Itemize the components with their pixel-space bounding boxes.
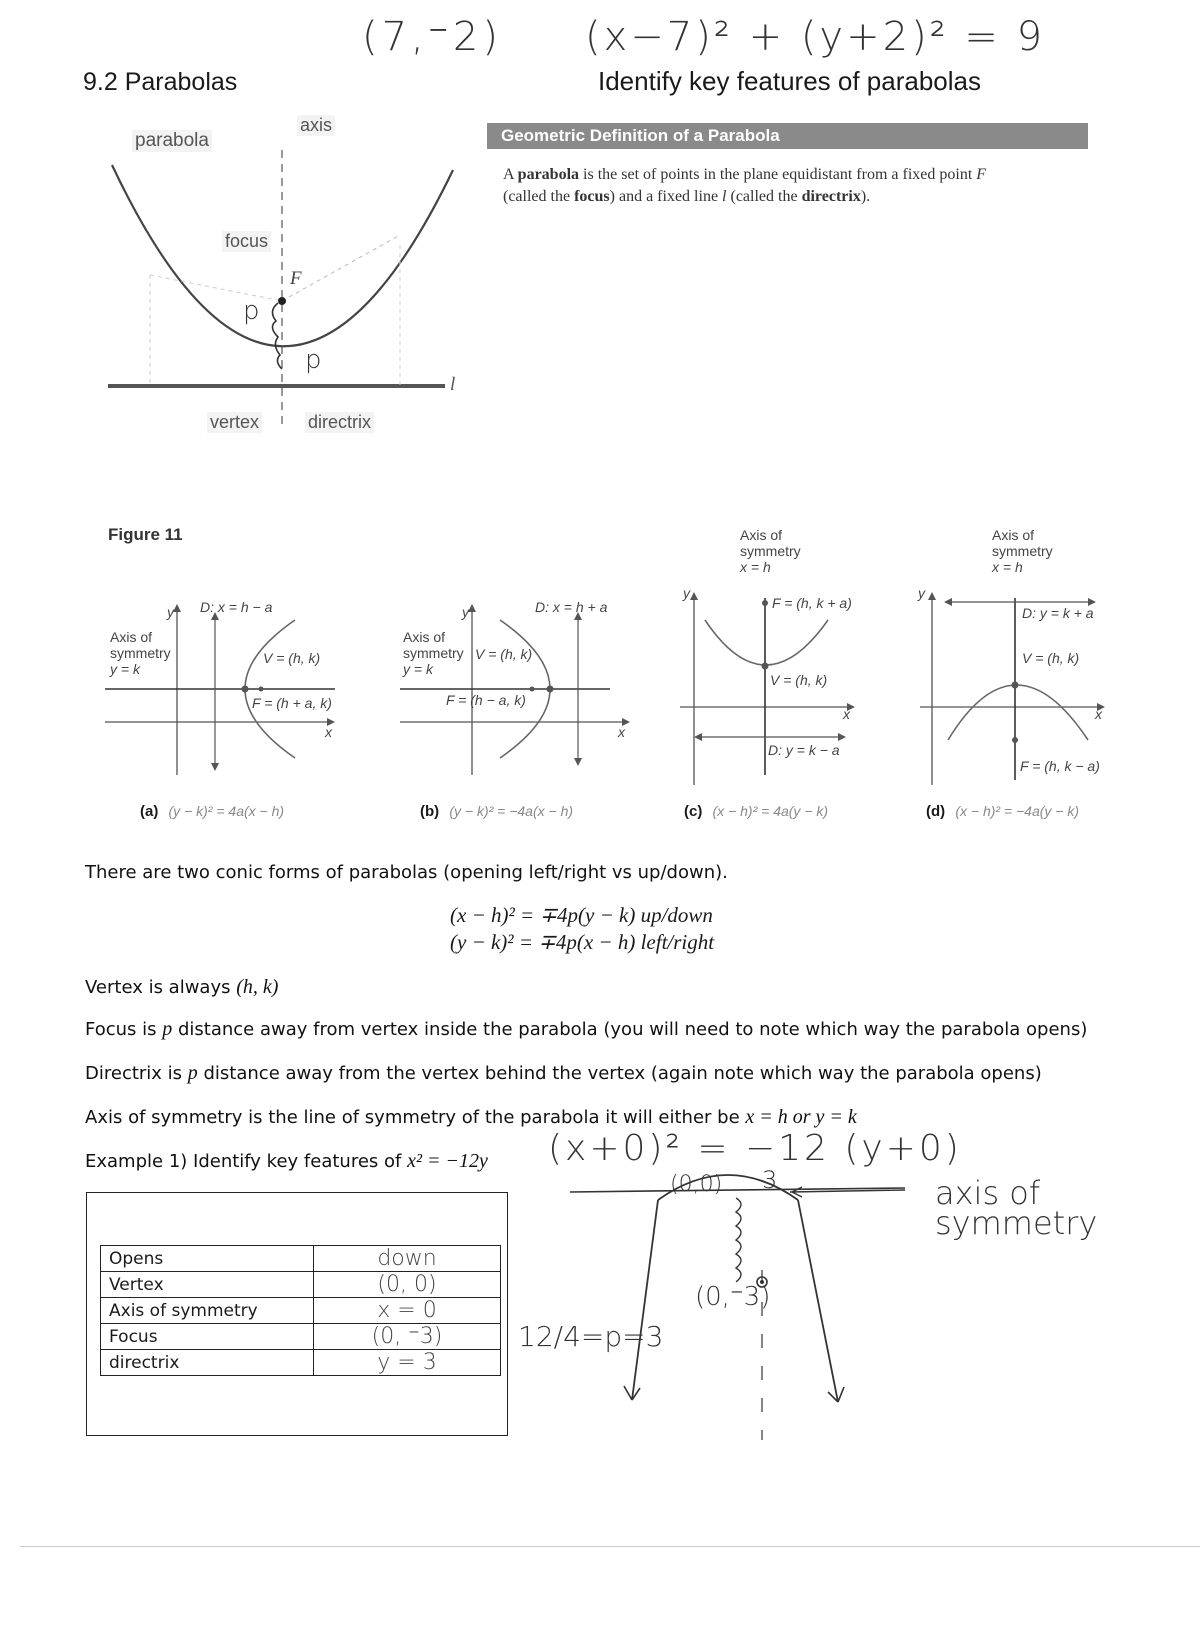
panel-c-axis-line3: x = h <box>740 559 771 575</box>
panel-d-directrix: D: y = k + a <box>1022 605 1094 621</box>
definition-part-f: ). <box>860 188 871 205</box>
feature-value: (0, 0) <box>314 1272 501 1298</box>
panel-a-axis-label <box>110 629 171 677</box>
example-1 <box>85 1150 488 1173</box>
panel-d-x-label: x <box>1095 706 1102 722</box>
definition-part-c: (called the <box>503 188 575 205</box>
panel-b-equation: (y − k)² = −4a(x − h) <box>449 803 574 819</box>
panel-a-equation: (y − k)² = 4a(x − h) <box>168 803 285 819</box>
panel-d-axis-line3: x = h <box>992 559 1023 575</box>
panel-a-focus: F = (h + a, k) <box>252 695 332 711</box>
panel-d-axis-label <box>992 527 1053 575</box>
feature-value: down <box>314 1246 501 1272</box>
vertex-label: vertex <box>207 412 262 433</box>
panel-c-axis-line2: symmetry <box>740 543 801 559</box>
panel-b-axis-line1: Axis of <box>403 629 446 645</box>
feature-table <box>100 1245 501 1376</box>
panel-d-focus: F = (h, k − a) <box>1020 758 1100 774</box>
panel-b-x-label: x <box>618 724 625 740</box>
definition-term-parabola: parabola <box>517 166 580 183</box>
panel-a-caption <box>140 803 284 820</box>
panel-a-vertex: V = (h, k) <box>263 650 321 666</box>
table-row <box>101 1324 501 1350</box>
panel-c-y-label: y <box>683 585 690 601</box>
panel-d-equation: (x − h)² = −4a(y − k) <box>955 803 1080 819</box>
panel-c-vertex: V = (h, k) <box>770 672 828 688</box>
vertex-note-math: (h, k) <box>236 976 279 998</box>
handwritten-p-upper: p <box>243 296 260 326</box>
conic-form-left-right: (y − k)² = ∓4p(x − h) left/right <box>450 930 715 954</box>
figure-panel-b <box>400 600 640 780</box>
definition-term-directrix: directrix <box>801 188 861 205</box>
table-row <box>101 1350 501 1376</box>
focus-note-text-a: Focus is <box>85 1019 163 1040</box>
panel-a-axis-line2: symmetry <box>110 645 171 661</box>
table-row <box>101 1298 501 1324</box>
feature-label: Focus <box>101 1324 314 1350</box>
panel-d-axis-line2: symmetry <box>992 543 1053 559</box>
focus-note <box>85 1018 1087 1041</box>
definition-point-f: F <box>976 166 987 183</box>
definition-term-focus: focus <box>574 188 610 205</box>
feature-value: y = 3 <box>314 1350 501 1376</box>
feature-label: Vertex <box>101 1272 314 1298</box>
panel-a-x-label: x <box>325 724 332 740</box>
panel-d-vertex: V = (h, k) <box>1022 650 1080 666</box>
focus-point-label: F <box>290 268 302 289</box>
directrix-note-text-a: Directrix is <box>85 1063 188 1084</box>
handwritten-vertex-form: (x+0)² = −12 (y+0) <box>548 1128 962 1169</box>
panel-c-directrix: D: y = k − a <box>768 742 840 758</box>
panel-a-directrix: D: x = h − a <box>200 599 273 615</box>
definition-line-l: l <box>722 188 727 205</box>
focus-label: focus <box>222 231 271 252</box>
handwritten-circle-equation: (x−7)² + (y+2)² = 9 <box>585 14 1046 60</box>
axis-label: axis <box>297 115 335 136</box>
axis-note-math: x = h or y = k <box>745 1106 857 1128</box>
panel-d-letter: (d) <box>926 803 946 820</box>
panel-c-focus: F = (h, k + a) <box>772 595 852 611</box>
feature-label: Opens <box>101 1246 314 1272</box>
focus-note-p: p <box>162 1018 173 1040</box>
feature-label: directrix <box>101 1350 314 1376</box>
panel-b-axis-line3: y = k <box>403 661 433 677</box>
panel-c-caption <box>684 803 828 820</box>
panel-b-axis-label <box>403 629 464 677</box>
handwritten-distance-three: 3 <box>762 1166 778 1194</box>
panel-c-letter: (c) <box>684 803 703 820</box>
feature-label: Axis of symmetry <box>101 1298 314 1324</box>
conic-forms-intro: There are two conic forms of parabolas (opening left/right vs up/down). <box>85 862 728 883</box>
panel-a-axis-line1: Axis of <box>110 629 153 645</box>
panel-b-directrix: D: x = h + a <box>535 599 608 615</box>
feature-value: (0, ⁻3) <box>314 1324 501 1350</box>
panel-d-caption <box>926 803 1079 820</box>
panel-a-y-label: y <box>167 604 174 620</box>
definition-part-b: is the set of points in the plane equidistant from a fixed point <box>579 166 977 183</box>
handwritten-vertex-top: (7,⁻2) <box>362 14 502 60</box>
axis-note-text: Axis of symmetry is the line of symmetry of the parabola it will either be <box>85 1107 746 1128</box>
vertex-note-text: Vertex is always <box>85 977 237 998</box>
axis-note <box>85 1106 857 1129</box>
page-title: Identify key features of parabolas <box>598 66 982 96</box>
parabola-label: parabola <box>132 130 212 152</box>
page-bottom-edge <box>20 1546 1200 1547</box>
panel-b-y-label: y <box>462 604 469 620</box>
feature-value: x = 0 <box>314 1298 501 1324</box>
vertex-note <box>85 976 278 999</box>
panel-b-focus: F = (h − a, k) <box>446 692 526 708</box>
table-row <box>101 1272 501 1298</box>
handwritten-vertex-point: (0,0) <box>670 1172 723 1197</box>
panel-c-axis-label <box>740 527 801 575</box>
panel-d-y-label: y <box>918 585 925 601</box>
definition-part-a: A <box>503 166 518 183</box>
definition-part-e: (called the <box>726 188 802 205</box>
handwritten-focus-point: (0,⁻3) <box>695 1282 771 1312</box>
focus-note-text-b: distance away from vertex inside the parabola (you will need to note which way the parabola opens) <box>172 1019 1088 1040</box>
handwritten-p-lower: p <box>305 345 322 375</box>
directrix-note-p: p <box>187 1062 198 1084</box>
panel-b-vertex: V = (h, k) <box>475 646 533 662</box>
panel-c-equation: (x − h)² = 4a(y − k) <box>712 803 829 819</box>
panel-b-axis-line2: symmetry <box>403 645 464 661</box>
figure-panel-c <box>680 590 870 790</box>
example-1-text: Example 1) Identify key features of <box>85 1151 408 1172</box>
definition-heading: Geometric Definition of a Parabola <box>487 123 1088 149</box>
panel-b-caption <box>420 803 573 820</box>
definition-text <box>503 164 1063 208</box>
panel-c-x-label: x <box>843 706 850 722</box>
section-title: 9.2 Parabolas <box>83 68 238 96</box>
figure-11-title: Figure 11 <box>108 525 183 544</box>
handwritten-p-calculation: 12/4=p=3 <box>518 1320 664 1353</box>
panel-d-axis-line1: Axis of <box>992 527 1035 543</box>
directrix-note-text-b: distance away from the vertex behind the vertex (again note which way the parabola opens) <box>197 1063 1042 1084</box>
panel-a-axis-line3: y = k <box>110 661 140 677</box>
conic-form-up-down: (x − h)² = ∓4p(y − k) up/down <box>450 903 713 927</box>
figure-panel-a <box>105 600 360 780</box>
directrix-line-label: l <box>450 374 456 395</box>
example-1-equation: x² = −12y <box>407 1150 488 1172</box>
panel-c-axis-line1: Axis of <box>740 527 783 543</box>
definition-part-d: ) and a fixed line <box>609 188 723 205</box>
panel-a-letter: (a) <box>140 803 159 820</box>
handwritten-axis-note: axis of symmetry <box>935 1174 1098 1242</box>
panel-b-letter: (b) <box>420 803 440 820</box>
directrix-note <box>85 1062 1042 1085</box>
table-row <box>101 1246 501 1272</box>
directrix-label: directrix <box>305 412 374 433</box>
